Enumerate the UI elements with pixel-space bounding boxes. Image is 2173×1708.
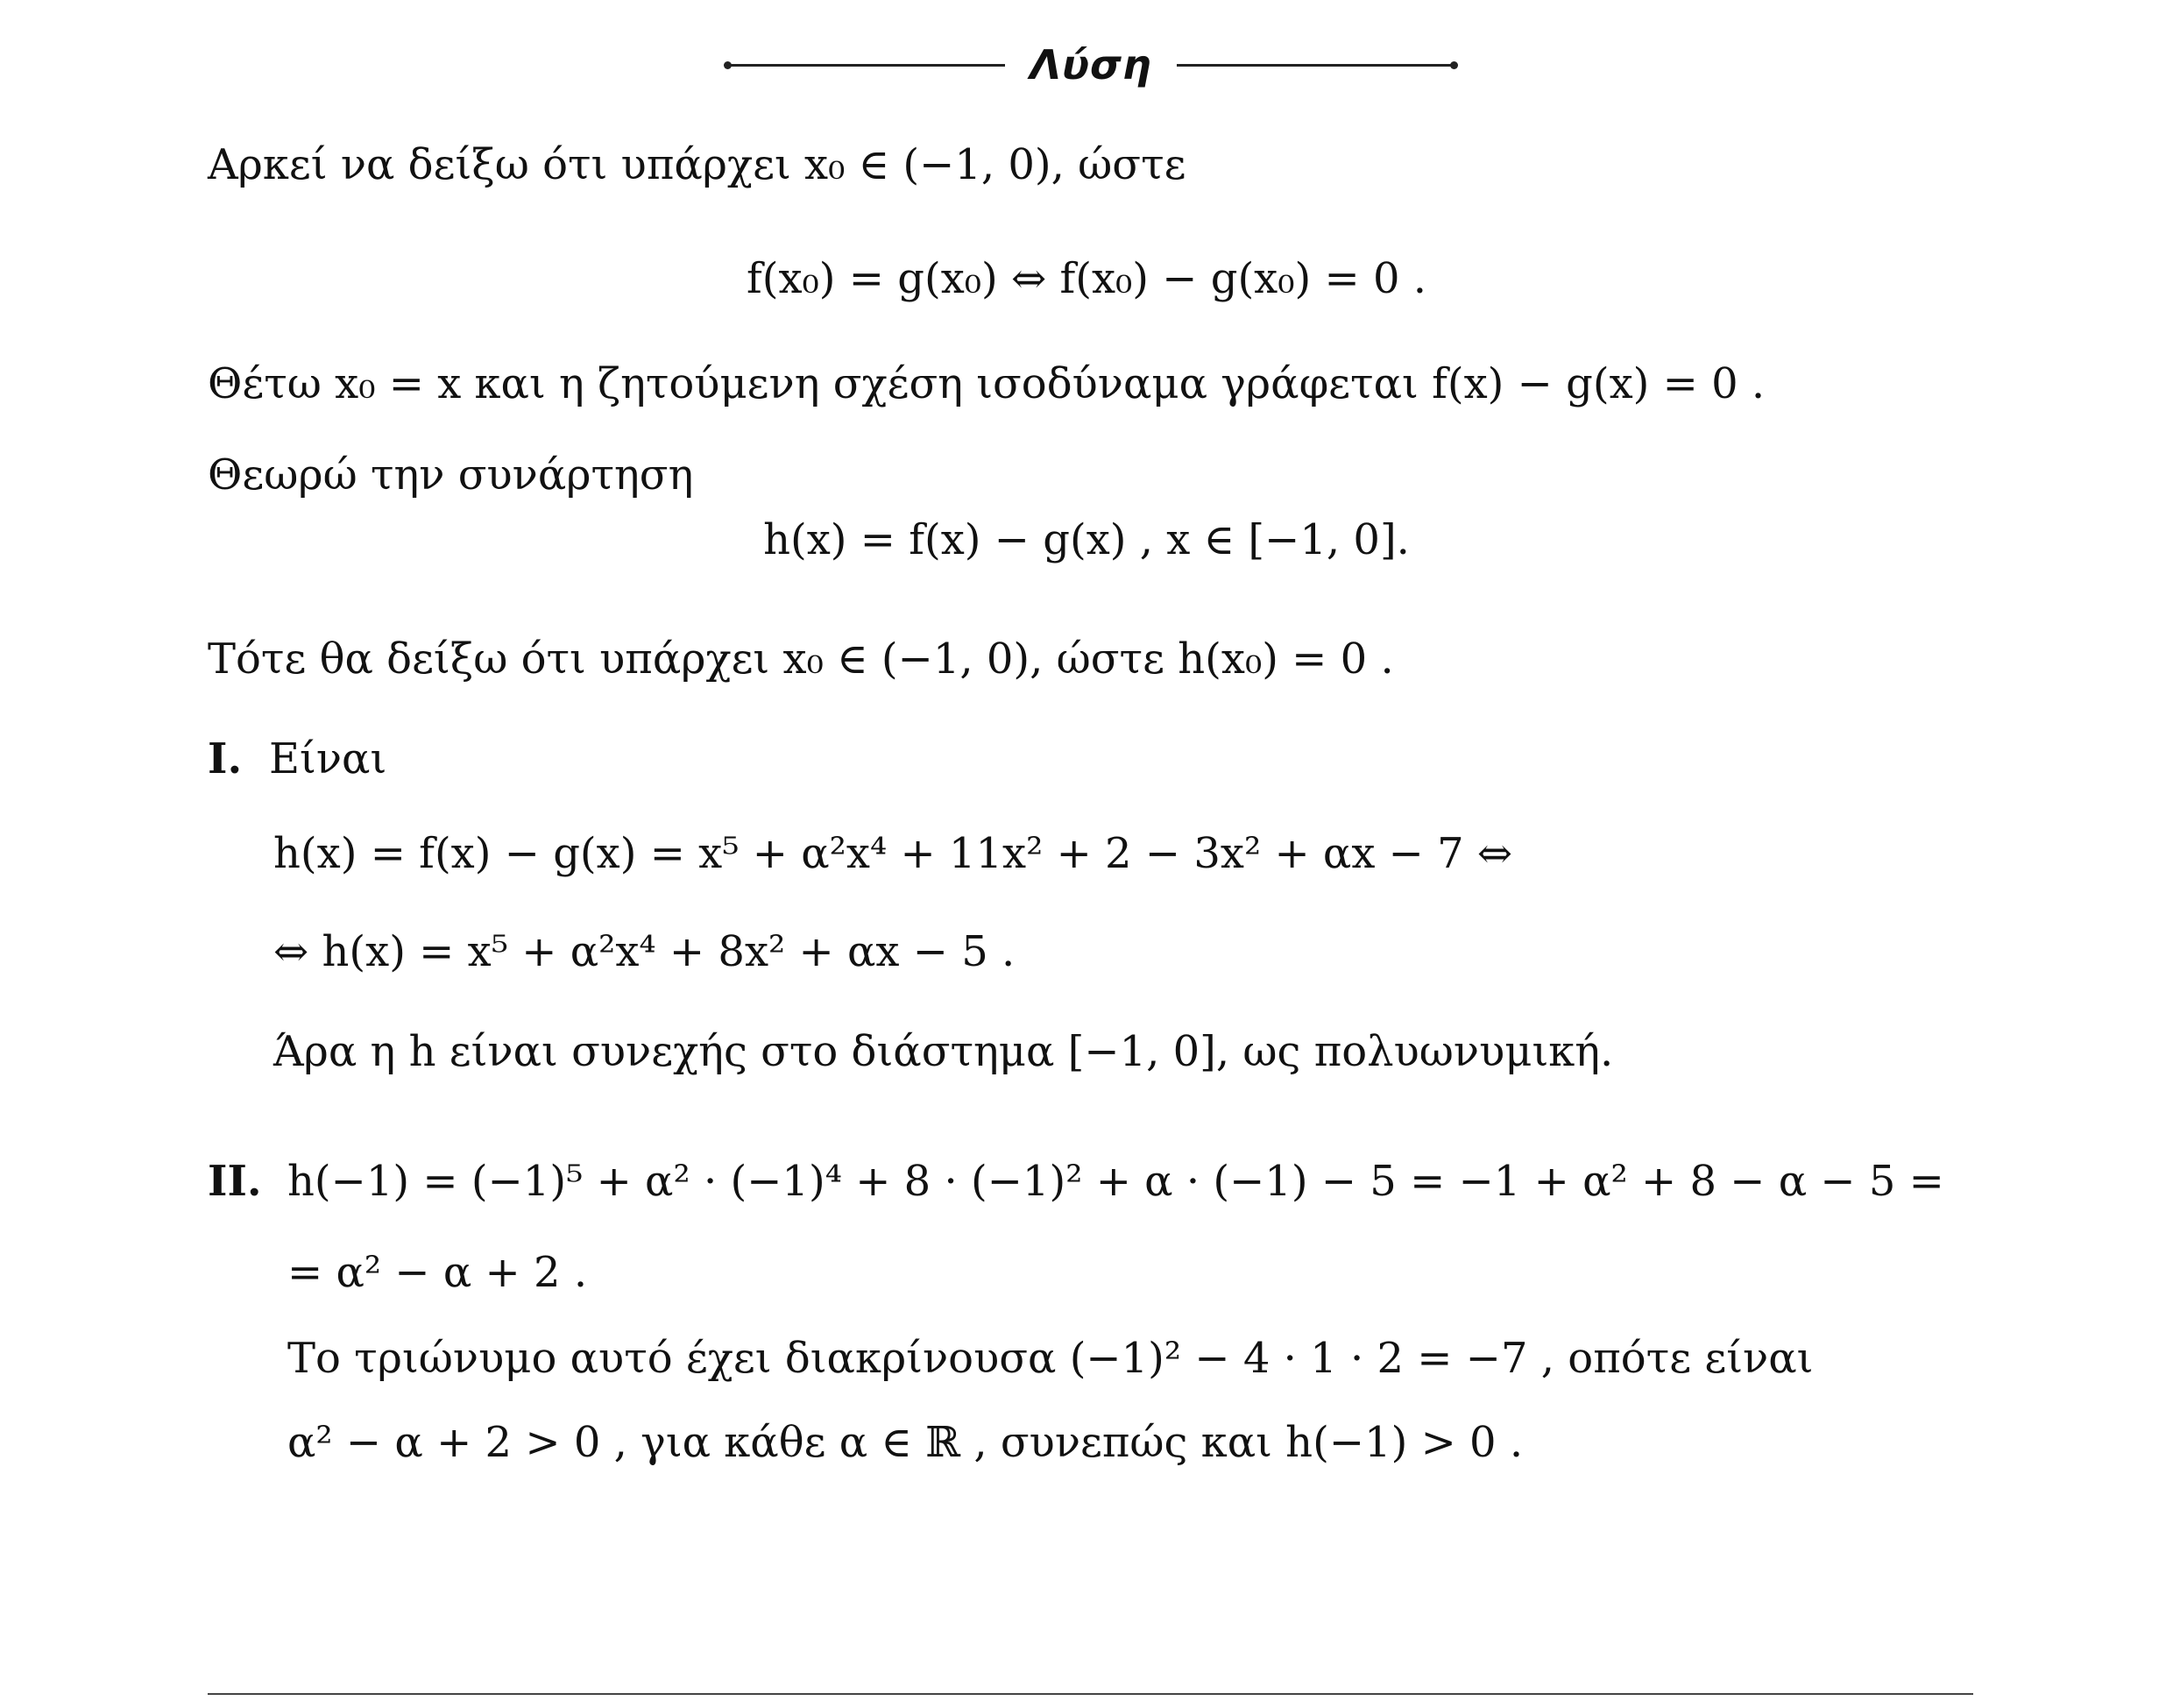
text-line-10: Άρα η h είναι συνεχής στο διάστημα [−1, 0], ως πολυωνυμική. [273,1027,1614,1076]
footer-rule [208,1693,1973,1695]
equation-1: f(x₀) = g(x₀) ⇔ f(x₀) − g(x₀) = 0 . [746,254,1427,303]
text-line-3: Θέτω x₀ = x και η ζητούμενη σχέση ισοδύναμα γράφεται f(x) − g(x) = 0 . [208,359,1766,408]
equation-4: ⇔ h(x) = x⁵ + α²x⁴ + 8x² + αx − 5 . [273,927,1016,976]
equation-6: = α² − α + 2 . [287,1248,588,1297]
text-line-7: Είναι [269,734,387,783]
section-title [727,39,1455,91]
text-line-14: α² − α + 2 > 0 , για κάθε α ∈ ℝ , συνεπώς και h(−1) > 0 . [287,1418,1524,1467]
equation-3: h(x) = f(x) − g(x) = x⁵ + α²x⁴ + 11x² + 2 − 3x² + αx − 7 ⇔ [273,829,1513,878]
equation-2: h(x) = f(x) − g(x) , x ∈ [−1, 0]. [763,515,1410,564]
text-line-1: Αρκεί να δείξω ότι υπάρχει x₀ ∈ (−1, 0), ώστε [208,140,1186,189]
text-line-4: Θεωρώ την συνάρτηση [208,450,694,500]
text-line-6: Τότε θα δείξω ότι υπάρχει x₀ ∈ (−1, 0), ώστε h(x₀) = 0 . [208,634,1394,684]
part-1-label: I. [208,734,243,783]
title-rule-right [1177,64,1455,67]
title-rule-left [727,64,1005,67]
title-text: Λύση [1030,41,1152,89]
text-line-13: Το τριώνυμο αυτό έχει διακρίνουσα (−1)² − 4 · 1 · 2 = −7 , οπότε είναι [287,1334,1814,1383]
equation-5: h(−1) = (−1)⁵ + α² · (−1)⁴ + 8 · (−1)² + α · (−1) − 5 = −1 + α² + 8 − α − 5 = [287,1157,1944,1206]
part-2-label: II. [208,1157,262,1206]
